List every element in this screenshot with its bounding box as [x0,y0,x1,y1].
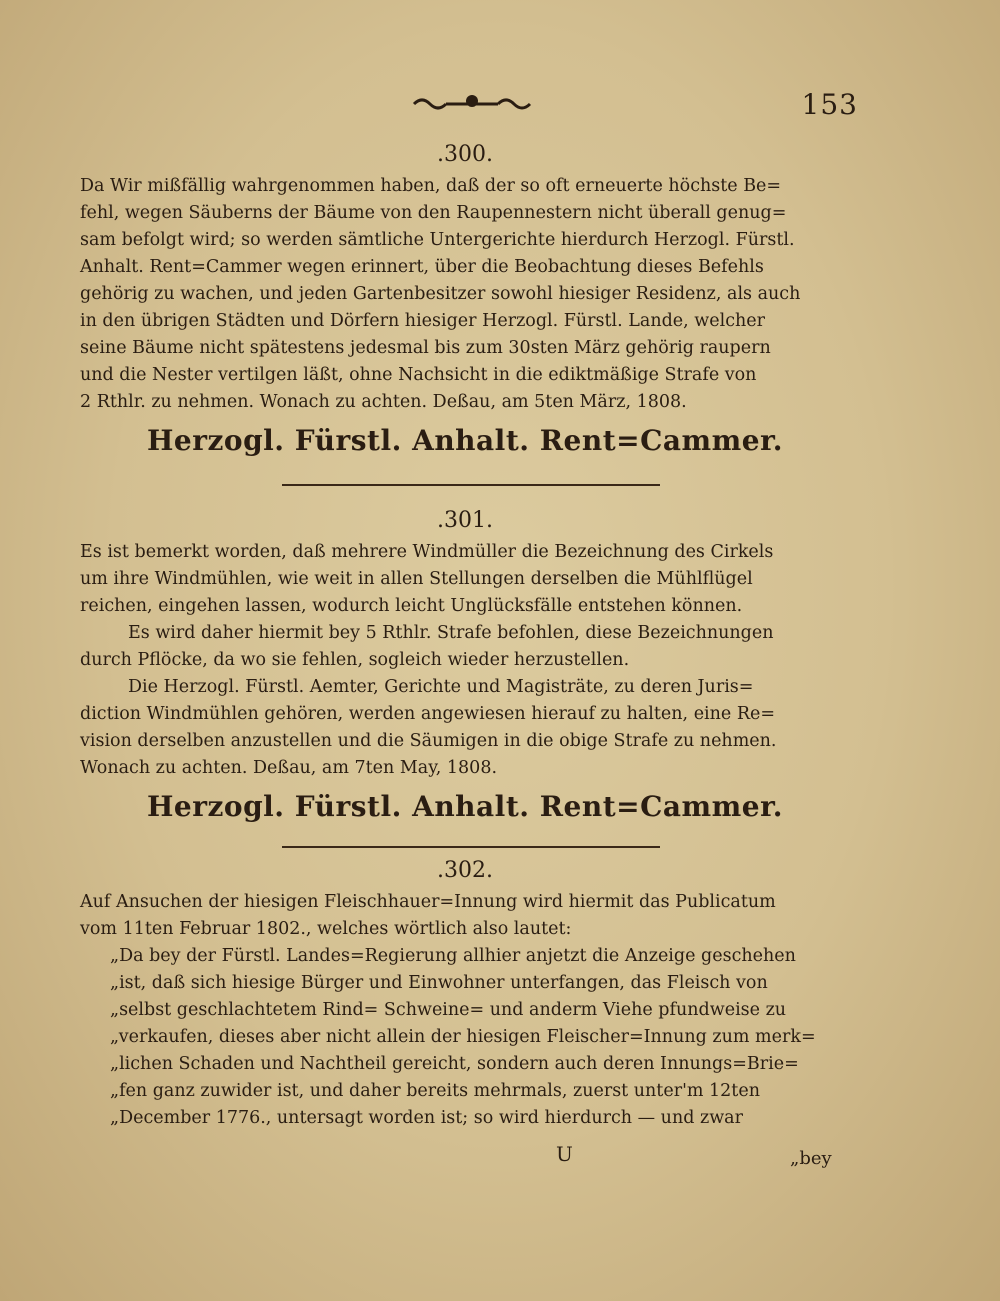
quote-line: „fen ganz zuwider ist, und daher bereits mehrmals, zuerst unter'm 12ten [110,1081,760,1101]
text-line: um ihre Windmühlen, wie weit in allen Stellungen derselben die Mühlflügel [80,569,753,589]
text-line: Da Wir mißfällig wahrgenommen haben, daß der so oft erneuerte höchste Be= [80,176,782,196]
text-line: Es ist bemerkt worden, daß mehrere Windmüller die Bezeichnung des Cirkels [80,542,774,562]
section-number: .301. [437,508,493,533]
catchword: „bey [790,1148,832,1169]
text-line: diction Windmühlen gehören, werden angewiesen hierauf zu halten, eine Re= [80,704,776,724]
text-line: und die Nester vertilgen läßt, ohne Nachsicht in die ediktmäßige Strafe von [80,365,757,385]
quote-line: „Da bey der Fürstl. Landes=Regierung allhier anjetzt die Anzeige geschehen [110,946,796,966]
quote-line: „ist, daß sich hiesige Bürger und Einwohner unterfangen, das Fleisch von [110,973,768,993]
section-302 [80,858,850,1132]
section-number: .300. [437,142,493,167]
text-line: Anhalt. Rent=Cammer wegen erinnert, über die Beobachtung dieses Befehls [80,257,764,277]
text-line: Es wird daher hiermit bey 5 Rthlr. Strafe befohlen, diese Bezeichnungen [128,623,774,643]
page-number: 153 [801,88,858,121]
quote-line: „December 1776., untersagt worden ist; so wird hierdurch — und zwar [110,1108,743,1128]
quote-line: „verkaufen, dieses aber nicht allein der hiesigen Fleischer=Innung zum merk= [110,1027,816,1047]
text-line: sam befolgt wird; so werden sämtliche Untergerichte hierdurch Herzogl. Fürstl. [80,230,795,250]
quote-line: „selbst geschlachtetem Rind= Schweine= und anderm Viehe pfundweise zu [110,1000,787,1020]
text-line: in den übrigen Städten und Dörfern hiesiger Herzogl. Fürstl. Lande, welcher [80,311,766,331]
signature: Herzogl. Fürstl. Anhalt. Rent=Cammer. [146,424,784,457]
text-line: fehl, wegen Säuberns der Bäume von den Raupennestern nicht überall genug= [80,203,787,223]
signature: Herzogl. Fürstl. Anhalt. Rent=Cammer. [146,790,784,823]
section-divider [282,484,660,486]
section-number: .302. [437,858,493,883]
section-301 [80,508,850,823]
signature-mark: U [556,1142,573,1166]
text-line: vom 11ten Februar 1802., welches wörtlich also lautet: [80,919,572,939]
quote-line: „lichen Schaden und Nachtheil gereicht, sondern auch deren Innungs=Brie= [110,1054,799,1074]
section-divider [282,846,660,848]
text-line: seine Bäume nicht spätestens jedesmal bis zum 30sten März gehörig raupern [80,338,771,358]
text-line: 2 Rthlr. zu nehmen. Wonach zu achten. Deßau, am 5ten März, 1808. [80,392,687,412]
text-line: gehörig zu wachen, und jeden Gartenbesitzer sowohl hiesiger Residenz, als auch [80,284,801,304]
text-line: durch Pflöcke, da wo sie fehlen, sogleich wieder herzustellen. [80,650,630,670]
section-300 [80,142,850,457]
text-line: Wonach zu achten. Deßau, am 7ten May, 1808. [80,758,498,778]
text-line: vision derselben anzustellen und die Säumigen in die obige Strafe zu nehmen. [80,731,777,751]
text-line: Die Herzogl. Fürstl. Aemter, Gerichte und Magisträte, zu deren Juris= [128,677,754,697]
text-line: Auf Ansuchen der hiesigen Fleischhauer=Innung wird hiermit das Publicatum [80,892,776,912]
text-line: reichen, eingehen lassen, wodurch leicht Unglücksfälle entstehen können. [80,596,743,616]
header-ornament-icon [412,92,532,110]
